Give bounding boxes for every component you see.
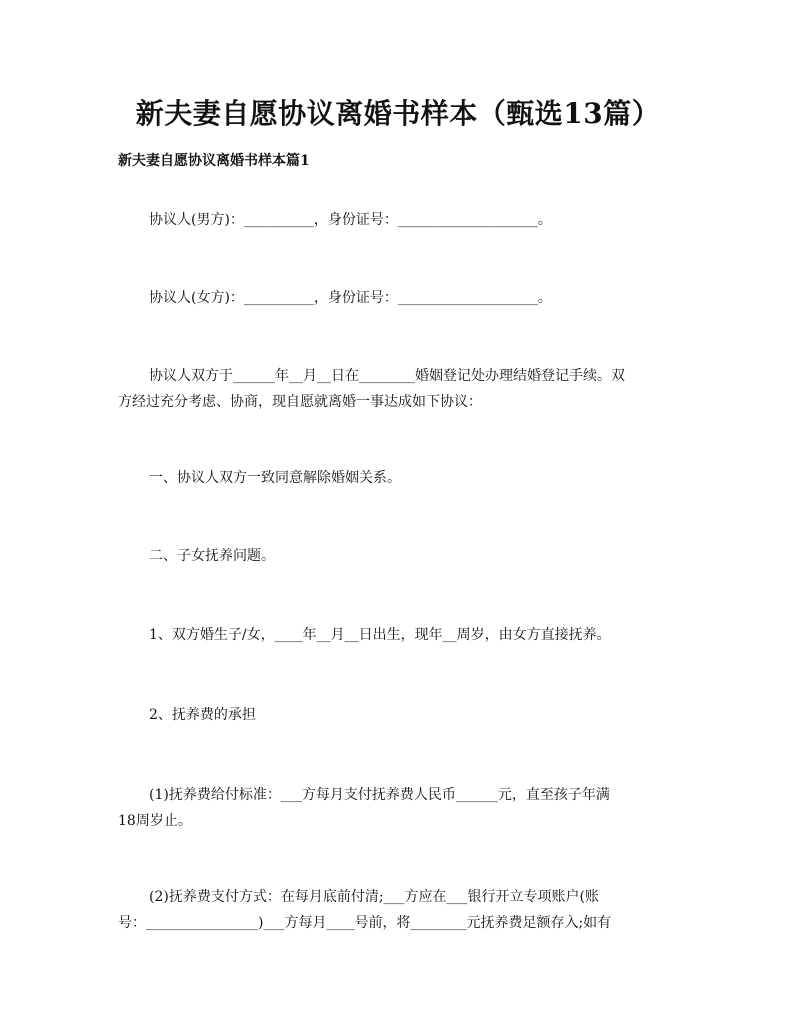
- paragraph-child-birth: [118, 622, 678, 648]
- paragraph-support-cost: [118, 702, 678, 728]
- paragraph-line: 协议人(女方)：__________，身份证号：____________________。: [149, 290, 552, 306]
- paragraph-line: 方经过充分考虑、协商，现自愿就离婚一事达成如下协议：: [118, 394, 482, 410]
- paragraph-child-custody: [118, 543, 678, 569]
- paragraph-line: 协议人双方于______年__月__日在________婚姻登记处办理结婚登记手续。双: [149, 368, 625, 384]
- paragraph-line: 二、子女抚养问题。: [149, 548, 275, 564]
- paragraph-line: 号：________________)___方每月____号前，将________元抚养费足额存入;如有: [118, 915, 612, 931]
- paragraph-line: (2)抚养费支付方式：在每月底前付清;___方应在___银行开立专项账户(账: [149, 889, 600, 905]
- paragraph-line: 2、抚养费的承担: [149, 707, 256, 723]
- paragraph-support-standard: [118, 782, 678, 834]
- paragraph-line: (1)抚养费给付标准：___方每月支付抚养费人民币______元，直至孩子年满: [149, 787, 610, 803]
- section-title: 新夫妻自愿协议离婚书样本篇1: [118, 153, 310, 169]
- paragraph-dissolve-marriage: [118, 465, 678, 491]
- paragraph-line: 协议人(男方)：__________，身份证号：____________________。: [149, 212, 552, 228]
- paragraph-line: 18周岁止。: [118, 813, 192, 829]
- paragraph-line: 1、双方婚生子/女，____年__月__日出生，现年__周岁，由女方直接抚养。: [149, 627, 611, 643]
- paragraph-male-party: [118, 207, 678, 233]
- document-title: 新夫妻自愿协议离婚书样本（甄选13篇）: [135, 97, 661, 130]
- paragraph-female-party: [118, 285, 678, 311]
- paragraph-marriage-registration: [118, 363, 678, 415]
- paragraph-support-payment: [118, 884, 678, 936]
- paragraph-line: 一、协议人双方一致同意解除婚姻关系。: [149, 470, 401, 486]
